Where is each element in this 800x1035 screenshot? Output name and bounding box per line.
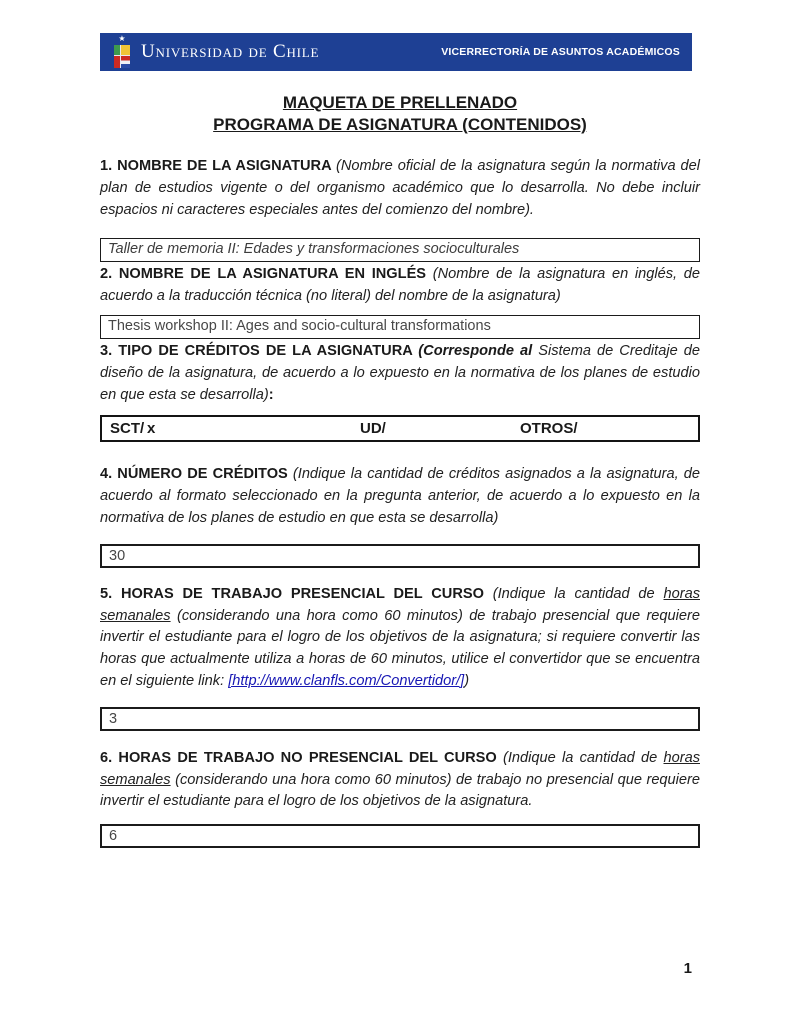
- document-title: [100, 92, 700, 136]
- answer-field-credits[interactable]: 30: [100, 544, 700, 568]
- title-line-2: PROGRAMA DE ASIGNATURA (CONTENIDOS): [213, 115, 587, 134]
- question-5-description-part3: ): [464, 672, 470, 689]
- sct-label: SCT/: [110, 420, 145, 438]
- header-bar: [100, 33, 692, 71]
- question-1-description: (Nombre oficial de la asignatura según la normativa del plan de estudios vigente o del organismo académico que lo desarrolla. No debe incluir espacios ni caracteres especiales antes del comienzo del nombre).: [100, 158, 700, 218]
- question-4-heading: 4. NÚMERO DE CRÉDITOS: [100, 466, 293, 483]
- question-5-description-part2: (considerando una hora como 60 minutos) de trabajo presencial que requiere invertir el estudiante para el logro de los objetivos de la asignatura; si requiere convertir las horas que actualmente utiliza a horas de 60 minutos, utilice el convertidor que se encuentra en el siguiente link:: [100, 607, 700, 689]
- document-body: [100, 71, 700, 848]
- question-5-description-part1: (Indique la cantidad de: [492, 585, 664, 602]
- question-3: [100, 341, 700, 406]
- answer-field-course-name[interactable]: Taller de memoria II: Edades y transformaciones socioculturales: [100, 238, 700, 262]
- question-2-description: (Nombre de la asignatura en inglés, de acuerdo a la traducción técnica (no literal) del nombre de la asignatura): [100, 266, 700, 305]
- question-3-description-lead: (Corresponde al: [418, 342, 539, 359]
- page-number: 1: [683, 960, 692, 977]
- title-line-1: MAQUETA DE PRELLENADO: [282, 93, 518, 112]
- question-3-colon: :: [268, 386, 274, 403]
- question-4: [100, 464, 700, 529]
- question-1-heading: 1. NOMBRE DE LA ASIGNATURA: [100, 158, 337, 174]
- sct-selected-mark[interactable]: x: [147, 420, 156, 438]
- question-1: [100, 156, 700, 221]
- question-2: [100, 264, 700, 308]
- question-6: [100, 748, 700, 813]
- converter-link[interactable]: [http://www.clanfls.com/Convertidor/]: [228, 672, 465, 689]
- question-3-description: Sistema de Creditaje de diseño de la asignatura, de acuerdo a lo expuesto en la normativa de los planes de estudio en que esta se desarrolla): [100, 342, 700, 403]
- question-5-underlined-term: horas semanales: [100, 585, 700, 624]
- crest-quadrant-green: [114, 45, 120, 55]
- university-crest-icon: [112, 34, 132, 70]
- ud-label: UD/: [360, 420, 386, 438]
- header-office-title: VICERRECTORÍA DE ASUNTOS ACADÉMICOS: [441, 46, 680, 58]
- answer-field-contact-hours[interactable]: 3: [100, 707, 700, 731]
- question-2-heading: 2. NOMBRE DE LA ASIGNATURA EN INGLÉS: [100, 266, 433, 283]
- question-6-underlined-term: horas semanales: [100, 749, 700, 788]
- credit-type-box[interactable]: [100, 415, 700, 442]
- university-name: Universidad de Chile: [141, 40, 320, 62]
- answer-field-non-contact-hours[interactable]: 6: [100, 824, 700, 848]
- question-6-heading: 6. HORAS DE TRABAJO NO PRESENCIAL DEL CURSO: [100, 749, 503, 766]
- star-icon: ★: [118, 34, 126, 43]
- question-6-description-part2: (considerando una hora como 60 minutos) de trabajo no presencial que requiere invertir el estudiante para el logro de los objetivos de la asignatura.: [100, 771, 700, 810]
- question-3-heading: 3. TIPO DE CRÉDITOS DE LA ASIGNATURA: [100, 342, 419, 359]
- university-logo: [112, 33, 319, 71]
- question-6-description-part1: (Indique la cantidad de: [502, 749, 664, 766]
- question-5: [100, 584, 700, 693]
- question-4-description: (Indique la cantidad de créditos asignados a la asignatura, de acuerdo al formato seleccionado en la pregunta anterior, de acuerdo a lo expuesto en la normativa de los planes de estudio en que esta se desarrolla): [100, 466, 700, 526]
- otros-label: OTROS/: [520, 420, 578, 438]
- crest-shield: [114, 45, 130, 68]
- crest-quadrant-red: [114, 56, 120, 68]
- question-5-heading: 5. HORAS DE TRABAJO PRESENCIAL DEL CURSO: [100, 585, 493, 602]
- answer-field-course-name-english[interactable]: Thesis workshop II: Ages and socio-cultural transformations: [100, 315, 700, 339]
- crest-quadrant-flag: [121, 56, 130, 68]
- crest-quadrant-yellow: [121, 45, 130, 55]
